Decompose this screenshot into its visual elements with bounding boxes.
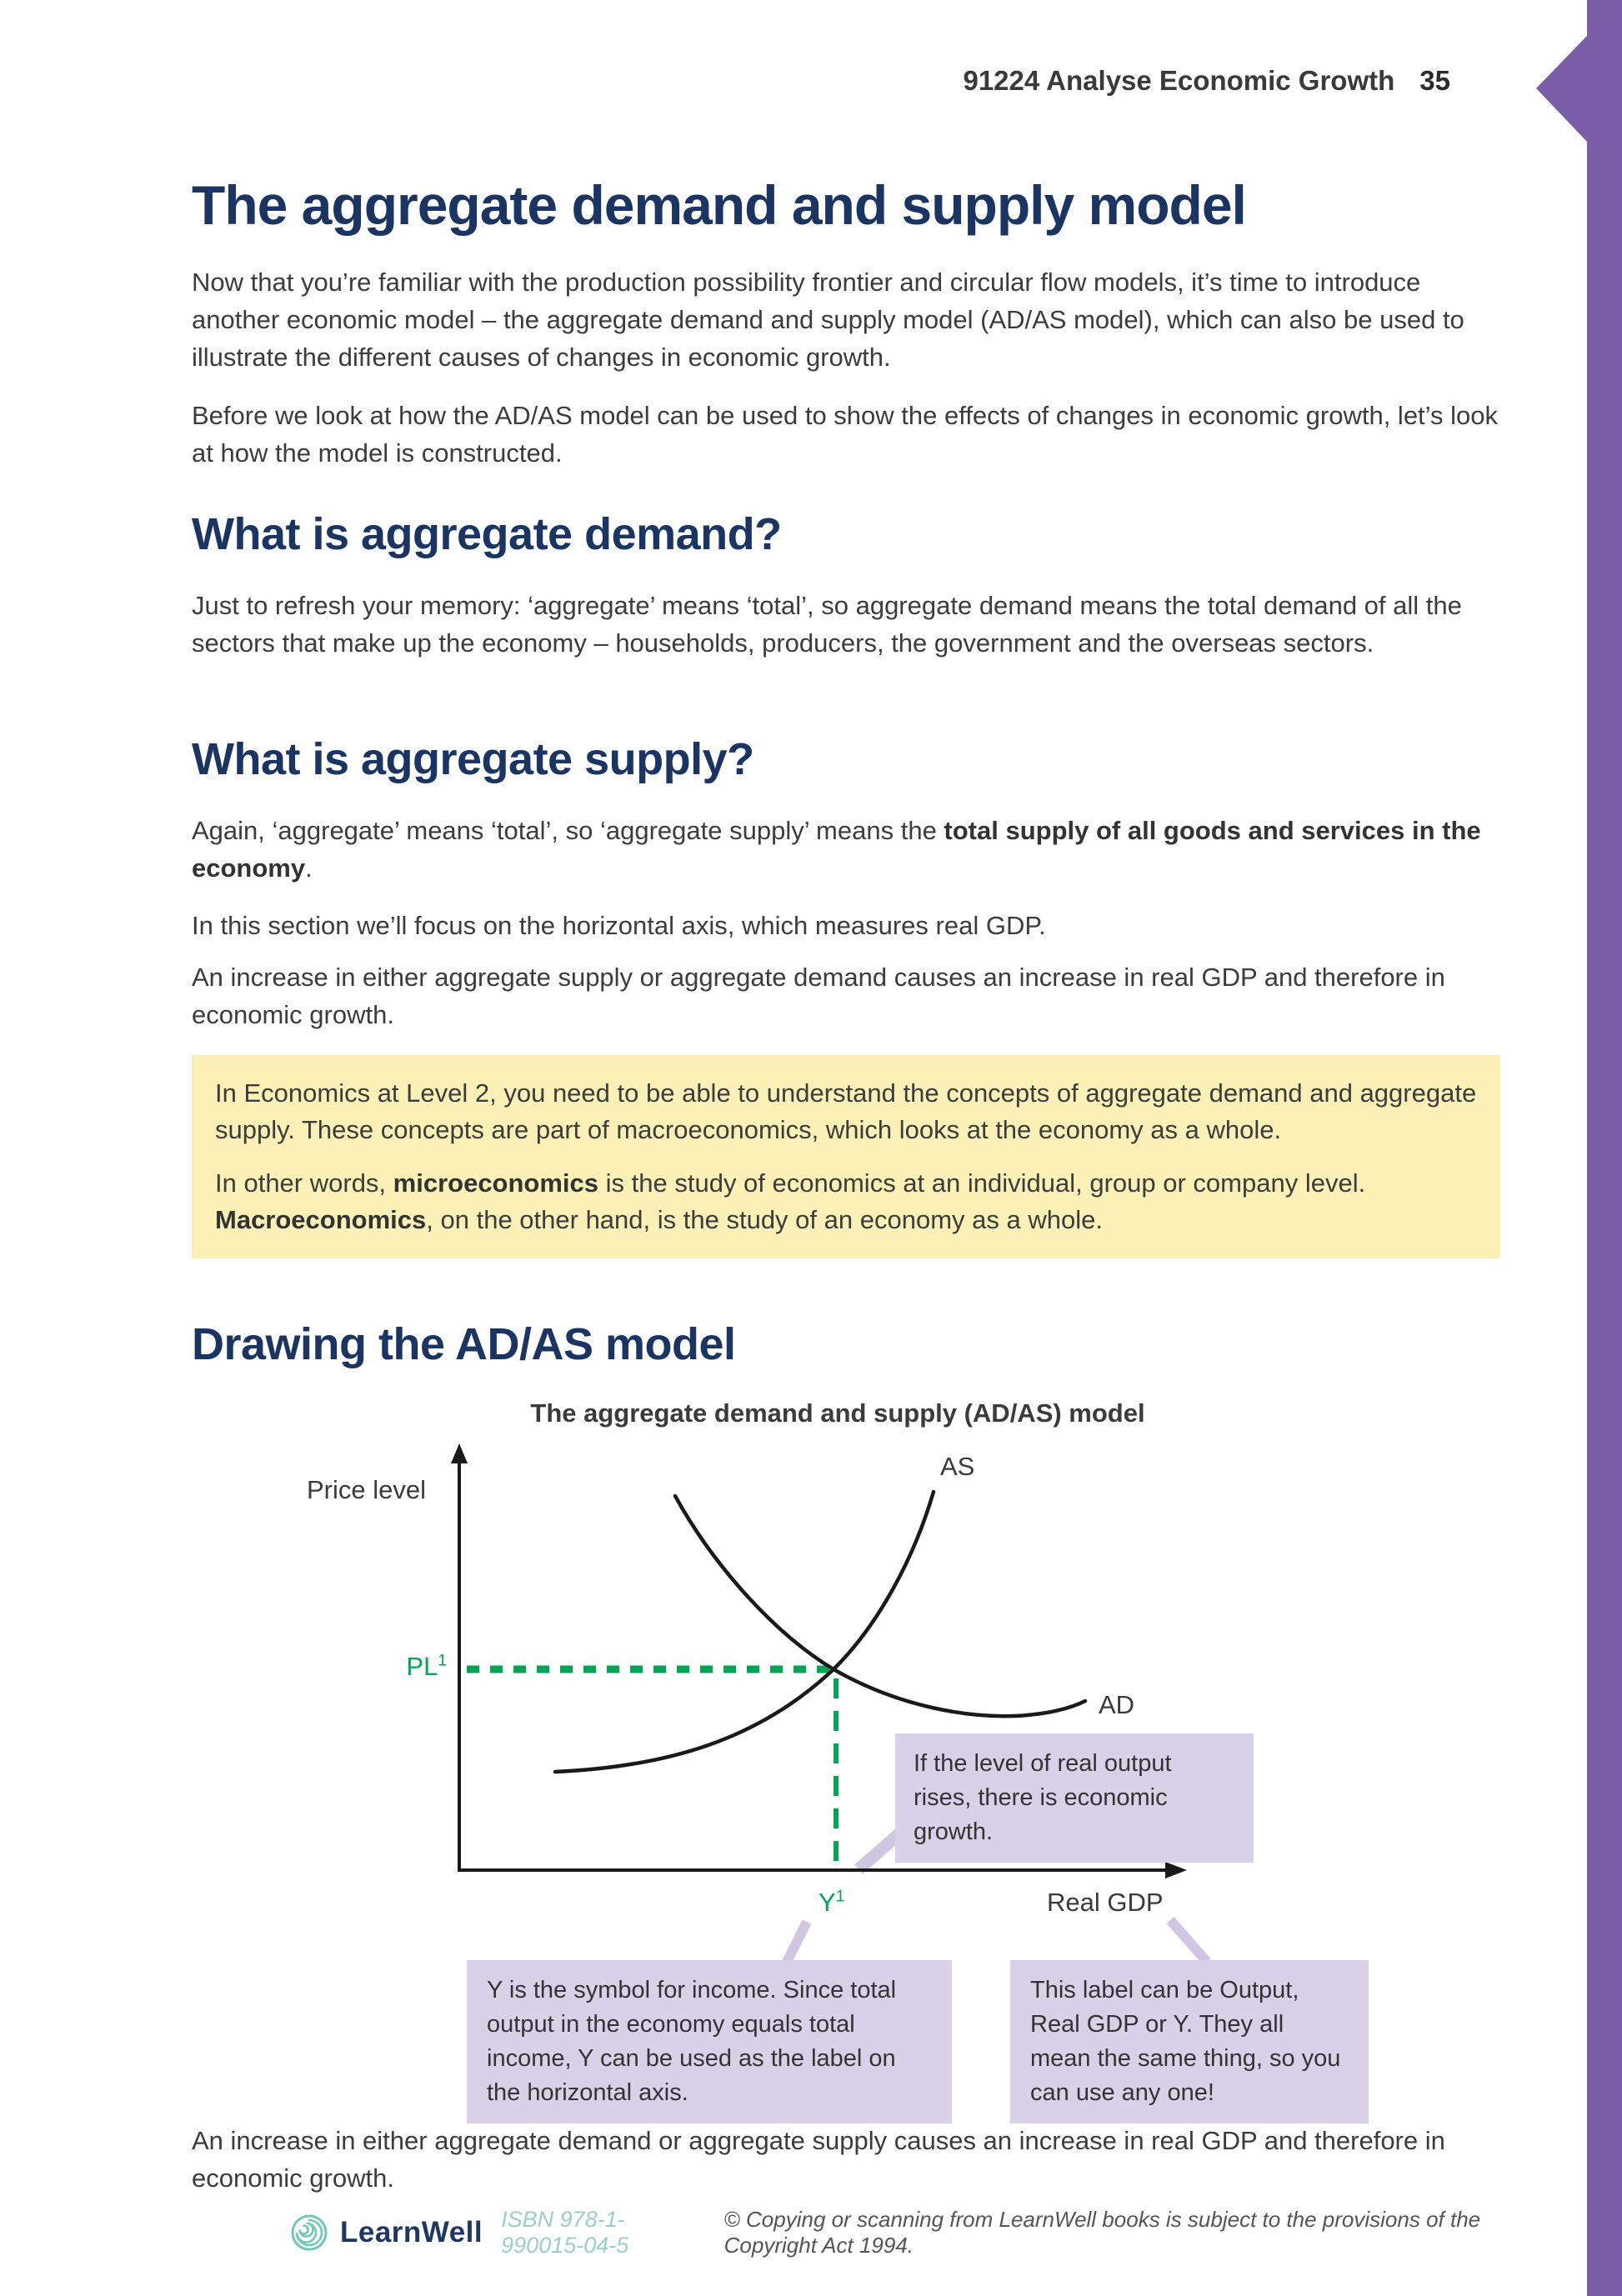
- copyright-notice: © Copying or scanning from LearnWell books is subject to the provisions of the Copyright Act 1994.: [723, 2207, 1481, 2258]
- learnwell-spiral-logo-icon: [290, 2213, 328, 2252]
- heading-aggregate-demand: What is aggregate demand?: [192, 509, 782, 559]
- note-paragraph-1: In Economics at Level 2, you need to be able to understand the concepts of aggregate demand and aggregate supply. These concepts are part of macroeconomics, which looks at the economy as a whole.: [215, 1078, 1477, 1144]
- income-callout: Y is the symbol for income. Since total output in the economy equals total income, Y can be used as the label on the horizontal axis.: [467, 1960, 952, 2123]
- as-curve-label: AS: [940, 1452, 975, 1481]
- intro-paragraph-2: Before we look at how the AD/AS model can be used to show the effects of changes in economic growth, let’s look at how the model is constructed.: [192, 401, 1498, 468]
- supply-paragraph-1: [192, 812, 1500, 887]
- note-paragraph-2: [215, 1165, 1477, 1238]
- page-title: The aggregate demand and supply model: [192, 174, 1246, 236]
- course-title: 91224 Analyse Economic Growth: [963, 65, 1395, 96]
- note-p2-mid: is the study of economics at an individual, group or company level.: [598, 1168, 1366, 1198]
- ad-curve: [675, 1496, 1085, 1716]
- x-axis-arrowhead: [1165, 1862, 1187, 1878]
- supply-p1-pre: Again, ‘aggregate’ means ‘total’, so ‘aggregate supply’ means the: [192, 816, 944, 845]
- note-p2-post: , on the other hand, is the study of an economy as a whole.: [426, 1205, 1103, 1234]
- publisher-brand: [290, 2213, 483, 2252]
- heading-drawing-model: Drawing the AD/AS model: [192, 1319, 736, 1369]
- note-p2-pre: In other words,: [215, 1168, 393, 1198]
- price-level-1-label: $PL^1$: [406, 1652, 447, 1681]
- y-axis-arrowhead: [451, 1443, 468, 1463]
- adas-diagram: [0, 1433, 1622, 2183]
- heading-aggregate-supply: What is aggregate supply?: [192, 734, 754, 784]
- yellow-note-box: [192, 1055, 1500, 1258]
- supply-p1-bold: total supply of all goods and services in the economy: [192, 816, 1481, 883]
- x-axis-label: Real GDP: [1047, 1888, 1164, 1917]
- diagram-title: The aggregate demand and supply (AD/AS) model: [530, 1398, 1145, 1428]
- page-number: 35: [1419, 65, 1450, 96]
- closing-paragraph: An increase in either aggregate demand or aggregate supply causes an increase in real GDP and therefore in economic growth.: [192, 2126, 1445, 2193]
- note-p2-bold-macro: Macroeconomics: [215, 1205, 427, 1234]
- income-callout-pointer: [787, 1922, 807, 1962]
- running-header: [963, 65, 1450, 97]
- publisher-name: LearnWell: [340, 2216, 483, 2248]
- growth-callout: If the level of real output rises, there is economic growth.: [895, 1733, 1254, 1863]
- income-y1-label: $Y^1$: [819, 1888, 845, 1917]
- supply-paragraph-2: In this section we’ll focus on the horizontal axis, which measures real GDP.: [192, 911, 1046, 940]
- y-axis-label: Price level: [307, 1475, 426, 1504]
- as-curve: [555, 1492, 934, 1772]
- note-p2-bold-micro: microeconomics: [393, 1168, 599, 1198]
- axis-label-callout: This label can be Output, Real GDP or Y. They all mean the same thing, so you can use any one!: [1010, 1960, 1369, 2123]
- isbn-text: ISBN 978-1-990015-04-5: [501, 2207, 629, 2258]
- page-footer: [290, 2207, 1499, 2258]
- ad-curve-label: AD: [1099, 1690, 1135, 1719]
- demand-paragraph: Just to refresh your memory: ‘aggregate’ means ‘total’, so aggregate demand means the total demand of all the sectors that make up the economy – households, producers, the government and the overseas sectors.: [192, 591, 1462, 658]
- supply-p1-post: .: [305, 853, 313, 883]
- axis-label-callout-pointer: [1170, 1920, 1207, 1962]
- intro-paragraph-1: Now that you’re familiar with the production possibility frontier and circular flow models, it’s time to introduce another economic model – the aggregate demand and supply model (AD/AS model), which can also be used to illustrate the different causes of changes in economic growth.: [192, 268, 1464, 372]
- supply-paragraph-3: An increase in either aggregate supply or aggregate demand causes an increase in real GDP and therefore in economic growth.: [192, 963, 1445, 1029]
